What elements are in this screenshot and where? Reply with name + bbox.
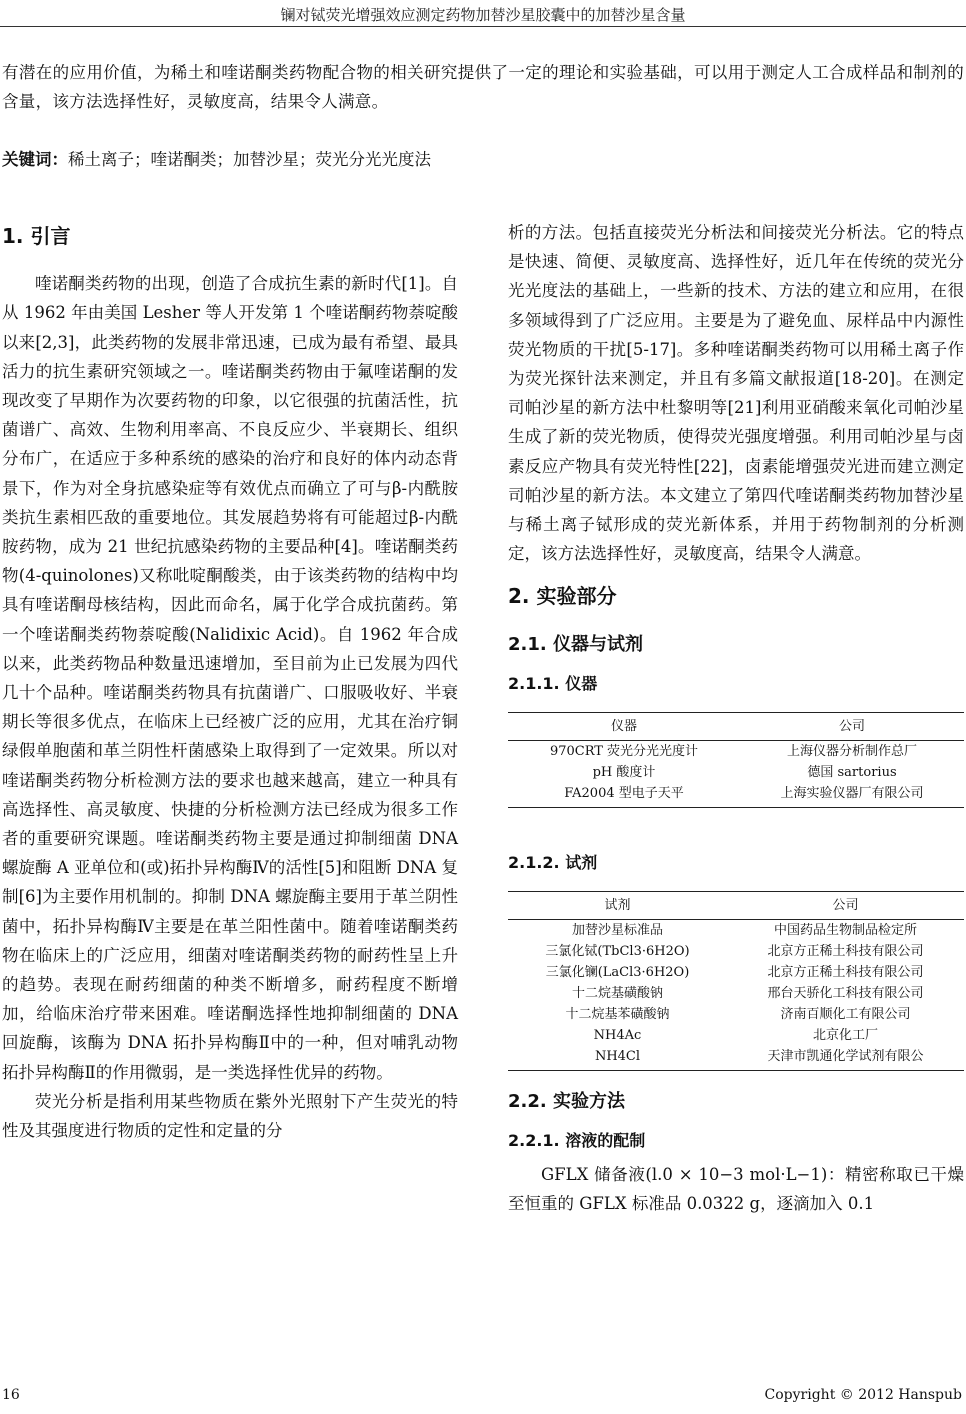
left-column [2,218,458,1145]
table-row [508,762,964,783]
table-cell: NH4Cl [508,1046,727,1071]
copyright: Copyright © 2012 Hanspub [764,1387,962,1403]
table-row [508,1004,964,1025]
table-cell: 三氯化铽(TbCl3·6H2O) [545,944,690,960]
right-column [508,218,964,1218]
table-cell: 三氯化镧(LaCl3·6H2O) [545,965,690,981]
section-2-1-1-title: 2.1.1. 仪器 [508,673,598,693]
table-cell: 北京化工厂 [813,1028,879,1044]
reagents-header-company: 公司 [727,892,964,920]
section-2-title: 2. 实验部分 [508,584,617,609]
keywords-text: 稀土离子；喹诺酮类；加替沙星；荧光分光光度法 [68,150,431,169]
header-rule [0,26,966,27]
running-head: 镧对铽荧光增强效应测定药物加替沙星胶囊中的加替沙星含量 [280,6,686,24]
table-row [508,1046,964,1071]
section-1-title: 1. 引言 [2,224,71,248]
section-2-1-2-title: 2.1.2. 试剂 [508,853,598,873]
table-cell: 加替沙星标准品 [572,923,664,939]
table-cell: 北京方正稀土科技有限公司 [767,944,924,960]
section-2-2-1-title: 2.2.1. 溶液的配制 [508,1131,646,1151]
table-cell: NH4Ac [593,1028,642,1044]
table-row [508,920,964,942]
table-cell: 德国 sartorius [807,765,897,781]
table-row [508,1025,964,1046]
section-2-2-title: 2.2. 实验方法 [508,1091,625,1113]
keywords-label: 关键词： [2,150,68,169]
table-cell: 天津市凯通化学试剂有限公 [727,1046,964,1071]
table-cell: 十二烷基磺酸钠 [572,986,664,1002]
table-cell: 十二烷基苯磺酸钠 [565,1007,670,1023]
instruments-header-company: 公司 [740,713,964,741]
table-row [508,741,964,763]
intro-paragraph-2-cont: 析的方法。包括直接荧光分析法和间接荧光分析法。它的特点是快速、简便、灵敏度高、选择性好，近几年在传统的荧光分光光度法的基础上，一些新的技术、方法的建立和应用，在很多领域得到了广泛应用。主要是为了避免血、尿样品中内源性荧光物质的干扰[5-17]。多种喹诺酮类药物可以用稀土离子作为荧光探针法来测定，并且有多篇文献报道[18-20]。在测定司帕沙星的新方法中杜黎明等[21]利用亚硝酸来氧化司帕沙星生成了新的荧光物质，使得荧光强度增强。利用司帕沙星与卤素反应产物具有荧光特性[22]，卤素能增强荧光进而建立测定司帕沙星的新方法。本文建立了第四代喹诺酮类药物加替沙星与稀土离子铽形成的荧光新体系，并用于药物制剂的分析测定，该方法选择性好，灵敏度高，结果令人满意。 [508,223,964,564]
table-row [508,941,964,962]
table-row [508,962,964,983]
table-cell: 济南百顺化工有限公司 [780,1007,911,1023]
instruments-header-instrument: 仪器 [508,713,740,741]
table-cell: 970CRT 荧光分光光度计 [549,744,699,760]
table-cell: 北京方正稀土科技有限公司 [767,965,924,981]
intro-paragraph-1: 喹诺酮类药物的出现，创造了合成抗生素的新时代[1]。自从 1962 年由美国 Lesher 等人开发第 1 个喹诺酮药物萘啶酸以来[2,3]，此类药物的发展非常迅速，已成为最有希望、最具活力的抗生素研究领域之一。喹诺酮类药物由于氟喹诺酮的发现改变了早期作为次要药物的印象，以它很强的抗菌活性，抗菌谱广、高效、生物利用率高、不良反应少、半衰期长、组织分布广，在适应于多种系统的感染的治疗和良好的体内动态背景下，作为对全身抗感染症等有效优点而确立了可与β-内酰胺类抗生素相匹敌的重要地位。其发展趋势将有可能超过β-内酰胺药物，成为 21 世纪抗感染药物的主要品种[4]。喹诺酮类药物(4-quinolones)又称吡啶酮酸类，由于该类药物的结构中均具有喹诺酮母核结构，因此而命名，属于化学合成抗菌药。第一个喹诺酮类药物萘啶酸(Nalidixic Acid)。自 1962 年合成以来，此类药物品种数量迅速增加，至目前为止已发展为四代几十个品种。喹诺酮类药物具有抗菌谱广、口服吸收好、半衰期长等很多优点，在临床上已经被广泛的应用，尤其在治疗铜绿假单胞菌和革兰阴性杆菌感染上取得到了一定效果。所以对喹诺酮类药物分析检测方法的要求也越来越高，建立一种具有高选择性、高灵敏度、快捷的分析检测方法已经成为很多工作者的重要研究课题。喹诺酮类药物主要是通过抑制细菌 DNA 螺旋酶 A 亚单位和(或)拓扑异构酶Ⅳ的活性[5]和阻断 DNA 复制[6]为主要作用机制的。抑制 DNA 螺旋酶主要用于革兰阴性菌中，拓扑异构酶Ⅳ主要是在革兰阳性菌中。随着喹诺酮类药物在临床上的广泛应用，细菌对喹诺酮类药物的耐药性呈上升的趋势。表现在耐药细菌的种类不断增多，耐药程度不断增加，给临床治疗带来困难。喹诺酮选择性地抑制细菌的 DNA 回旋酶，该酶为 DNA 拓扑异构酶Ⅱ中的一种，但对哺乳动物拓扑异构酶Ⅱ的作用微弱，是一类选择性优异的药物。 [2,274,458,1082]
section-2-1-title: 2.1. 仪器与试剂 [508,633,643,655]
instruments-table [508,712,964,808]
table-cell: FA2004 型电子天平 [508,783,740,808]
table-cell: 邢台天骄化工科技有限公司 [767,986,924,1002]
table-cell: 上海实验仪器厂有限公司 [740,783,964,808]
intro-paragraph-2: 荧光分析是指利用某些物质在紫外光照射下产生荧光的特性及其强度进行物质的定性和定量的分 [2,1091,458,1141]
keywords [2,146,431,170]
table-cell: 中国药品生物制品检定所 [774,923,918,939]
table-row [508,983,964,1004]
solution-prep-paragraph: GFLX 储备液(l.0 × 10−3 mol·L−1)：精密称取已干燥至恒重的 GFLX 标准品 0.0322 g，逐滴加入 0.1 [508,1164,964,1213]
table-cell: 上海仪器分析制作总厂 [786,744,917,760]
reagents-table [508,891,964,1071]
abstract-tail: 有潜在的应用价值，为稀土和喹诺酮类药物配合物的相关研究提供了一定的理论和实验基础，可以用于测定人工合成样品和制剂的含量，该方法选择性好，灵敏度高，结果令人满意。 [2,63,964,111]
table-cell: pH 酸度计 [592,765,656,781]
reagents-header-reagent: 试剂 [508,892,727,920]
table-row [508,783,964,808]
page-number: 16 [2,1387,20,1403]
